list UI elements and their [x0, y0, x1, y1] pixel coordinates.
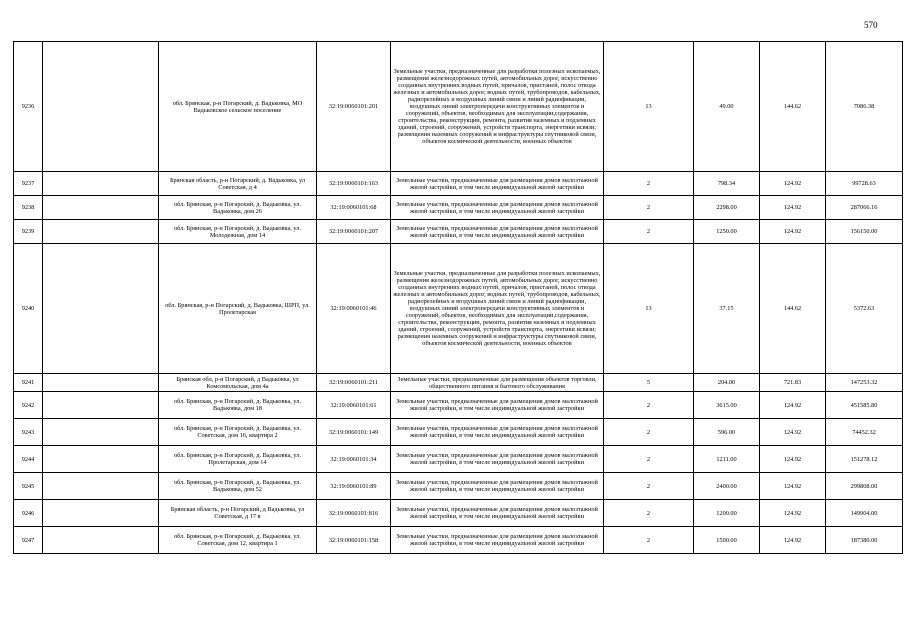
cell-cadastral: 32:19:0060101:207: [317, 220, 391, 244]
cell-code: 2: [604, 196, 694, 220]
cell-purpose: Земельные участки, предназначенные для размещения домов малоэтажной жилой застройки, в том числе индивидуальной жилой застройки: [391, 196, 604, 220]
page-number: 570: [864, 20, 878, 30]
cell-cadastral: 32:19:0060101:46: [317, 244, 391, 374]
cell-purpose: Земельные участки, предназначенные для размещения домов малоэтажной жилой застройки, в том числе индивидуальной жилой застройки: [391, 392, 604, 419]
cell-code: 2: [604, 220, 694, 244]
empty-cell: [43, 220, 159, 244]
empty-cell: [43, 172, 159, 196]
cadastral-value-table: [13, 41, 903, 554]
empty-cell: [43, 196, 159, 220]
cell-cadastral: 32:19:0060101:158: [317, 527, 391, 554]
empty-cell: [43, 500, 159, 527]
cell-area: 1211.00: [694, 446, 760, 473]
cell-value: 74452.32: [826, 419, 903, 446]
cell-cadastral: 32:19:0060101:61: [317, 392, 391, 419]
cell-code: 2: [604, 419, 694, 446]
empty-cell: [43, 446, 159, 473]
cell-cadastral: 32:19:0060101:201: [317, 42, 391, 172]
cell-value: 7086.38: [826, 42, 903, 172]
cell-area: 798.34: [694, 172, 760, 196]
cell-cadastral: 32:19:0060101:816: [317, 500, 391, 527]
cell-value: 147253.32: [826, 374, 903, 392]
table-row: [14, 374, 903, 392]
cell-purpose: Земельные участки, предназначенные для размещения домов малоэтажной жилой застройки, в том числе индивидуальной жилой застройки: [391, 446, 604, 473]
cell-purpose: Земельные участки, предназначенные для размещения домов малоэтажной жилой застройки, в том числе индивидуальной жилой застройки: [391, 473, 604, 500]
cell-num: 9241: [14, 374, 43, 392]
cell-num: 9236: [14, 42, 43, 172]
cell-value: 156150.00: [826, 220, 903, 244]
table-row: [14, 42, 903, 172]
table-row: [14, 473, 903, 500]
cell-rate: 124.92: [760, 500, 826, 527]
cell-rate: 124.92: [760, 446, 826, 473]
empty-cell: [43, 419, 159, 446]
cell-area: 2400.00: [694, 473, 760, 500]
cell-rate: 124.92: [760, 220, 826, 244]
cell-code: 2: [604, 527, 694, 554]
cell-code: 2: [604, 446, 694, 473]
table-row: [14, 500, 903, 527]
cell-code: 2: [604, 172, 694, 196]
cell-value: 149904.00: [826, 500, 903, 527]
empty-cell: [43, 527, 159, 554]
cell-area: 1250.00: [694, 220, 760, 244]
cell-code: 13: [604, 42, 694, 172]
cell-value: 99728.63: [826, 172, 903, 196]
cell-code: 5: [604, 374, 694, 392]
table-row: [14, 392, 903, 419]
cell-value: 187380.00: [826, 527, 903, 554]
table-row: [14, 419, 903, 446]
cell-area: 3615.00: [694, 392, 760, 419]
cell-purpose: Земельные участки, предназначенные для размещения домов малоэтажной жилой застройки, в том числе индивидуальной жилой застройки: [391, 172, 604, 196]
empty-cell: [43, 244, 159, 374]
cell-address: Брянская область, р-н Погарский, д Вадьковка, ул Советская, д 17 в: [159, 500, 317, 527]
cell-area: 1500.00: [694, 527, 760, 554]
cell-cadastral: 32:19:0060101:163: [317, 172, 391, 196]
cell-address: обл. Брянская, р-н Погарский, д. Вадьковка, ул. Советская, дом 16, квартира 2: [159, 419, 317, 446]
cell-area: 596.00: [694, 419, 760, 446]
cell-purpose: Земельные участки, предназначенные для размещения домов малоэтажной жилой застройки, в том числе индивидуальной жилой застройки: [391, 220, 604, 244]
cell-rate: 124.92: [760, 473, 826, 500]
cell-address: обл. Брянская, р-н Погарский, д. Вадьковка, ул. Советская, дом 12, квартира 1: [159, 527, 317, 554]
cell-code: 2: [604, 473, 694, 500]
cell-address: обл. Брянская, р-н Погарский, д. Вадьковка, ул. Пролетарская, дом 14: [159, 446, 317, 473]
table-row: [14, 196, 903, 220]
cell-purpose: Земельные участки, предназначенные для размещения домов малоэтажной жилой застройки, в том числе индивидуальной жилой застройки: [391, 500, 604, 527]
cell-address: обл. Брянская, р-н Погарский, д. Вадьковка, ШРП, ул. Пролетарская: [159, 244, 317, 374]
table-row: [14, 244, 903, 374]
cell-num: 9245: [14, 473, 43, 500]
cell-value: 151278.12: [826, 446, 903, 473]
cell-cadastral: 32:19:0060101:68: [317, 196, 391, 220]
cell-num: 9238: [14, 196, 43, 220]
cell-area: 1200.00: [694, 500, 760, 527]
cell-num: 9247: [14, 527, 43, 554]
cell-rate: 124.92: [760, 196, 826, 220]
cell-address: обл. Брянская, р-н Погарский, д. Вадьковка, ул. Вадьковка, дом 26: [159, 196, 317, 220]
cell-purpose: Земельные участки, предназначенные для размещения объектов торговли, общественного питания и бытового обслуживания: [391, 374, 604, 392]
cell-code: 13: [604, 244, 694, 374]
cell-purpose: Земельные участки, предназначенные для разработки полезных ископаемых, размещения железнодорожных путей, автомобильных дорог, искусственно созданных внутренних водных путей, причалов, пристаней, полос отвода железных и автомобильных дорог, водных путей, трубопроводов, кабельных, радиорелейных и воздушных линий связи и линий радиофикации, воздушных линий электропередачи конструктивных элементов и сооружений, объектов, необходимых для эксплуатации,содержания, строительства, реконструкции, ремонта, развития наземных и подземных зданий, строений, сооружений, устройств транспорта, энергетики исвязи; размещения наземных сооружений и инфраструктуры спутниковой связи, объектов космической деятельности, военных объектов: [391, 244, 604, 374]
cell-cadastral: 32:19:0060101:149: [317, 419, 391, 446]
empty-cell: [43, 374, 159, 392]
cell-value: 5372.63: [826, 244, 903, 374]
cell-rate: 124.92: [760, 172, 826, 196]
cell-cadastral: 32:19:0060101:89: [317, 473, 391, 500]
cell-num: 9244: [14, 446, 43, 473]
cell-purpose: Земельные участки, предназначенные для размещения домов малоэтажной жилой застройки, в том числе индивидуальной жилой застройки: [391, 419, 604, 446]
cell-num: 9239: [14, 220, 43, 244]
cell-area: 37.15: [694, 244, 760, 374]
cell-num: 9242: [14, 392, 43, 419]
cell-cadastral: 32:19:0060101:211: [317, 374, 391, 392]
cell-rate: 124.92: [760, 527, 826, 554]
cell-value: 451585.80: [826, 392, 903, 419]
empty-cell: [43, 473, 159, 500]
cell-address: Брянская обл, р-н Погарский, д Вадьковка, ул Комсомольская, дом 4а: [159, 374, 317, 392]
cell-num: 9243: [14, 419, 43, 446]
cell-address: Брянская область, р-н Погарский, д. Вадьковка, ул Советская, д 4: [159, 172, 317, 196]
cell-rate: 124.92: [760, 392, 826, 419]
table-row: [14, 527, 903, 554]
cell-rate: 124.92: [760, 419, 826, 446]
cell-num: 9246: [14, 500, 43, 527]
table-row: [14, 220, 903, 244]
cell-code: 2: [604, 500, 694, 527]
table-row: [14, 172, 903, 196]
cell-rate: 144.62: [760, 244, 826, 374]
cell-num: 9237: [14, 172, 43, 196]
cell-area: 2298.00: [694, 196, 760, 220]
cell-address: обл. Брянская, р-н Погарский, д. Вадьковка, ул. Вадьковка, дом 18: [159, 392, 317, 419]
cell-rate: 721.83: [760, 374, 826, 392]
cell-value: 299808.00: [826, 473, 903, 500]
cell-purpose: Земельные участки, предназначенные для разработки полезных ископаемых, размещения железнодорожных путей, автомобильных дорог, искусственно созданных внутренних водных путей, причалов, пристаней, полос отвода железных и автомобильных дорог, водных путей, трубопроводов, кабельных, радиорелейных и воздушных линий связи и линий радиофикации, воздушных линий электропередачи конструктивных элементов и сооружений, объектов, необходимых для эксплуатации,содержания, строительства, реконструкции, ремонта, развития наземных и подземных зданий, строений, сооружений, устройств транспорта, энергетики исвязи; размещения наземных сооружений и инфраструктуры спутниковой связи, объектов космической деятельности, военных объектов: [391, 42, 604, 172]
cell-purpose: Земельные участки, предназначенные для размещения домов малоэтажной жилой застройки, в том числе индивидуальной жилой застройки: [391, 527, 604, 554]
table-row: [14, 446, 903, 473]
cell-code: 2: [604, 392, 694, 419]
cell-area: 49.00: [694, 42, 760, 172]
empty-cell: [43, 42, 159, 172]
cell-area: 204.00: [694, 374, 760, 392]
cell-address: обл. Брянская, р-н Погарский, д. Вадьковка, ул. Молодежная, дом 14: [159, 220, 317, 244]
cell-rate: 144.62: [760, 42, 826, 172]
cell-cadastral: 32:19:0060101:34: [317, 446, 391, 473]
empty-cell: [43, 392, 159, 419]
cell-value: 287066.16: [826, 196, 903, 220]
cell-address: обл. Брянская, р-н Погарский, д. Вадьковка, ул. Вадьковка, дом 52: [159, 473, 317, 500]
cell-address: обл. Брянская, р-н Погарский, д. Вадьковка, МО Вадьковское сельское поселение: [159, 42, 317, 172]
cell-num: 9240: [14, 244, 43, 374]
